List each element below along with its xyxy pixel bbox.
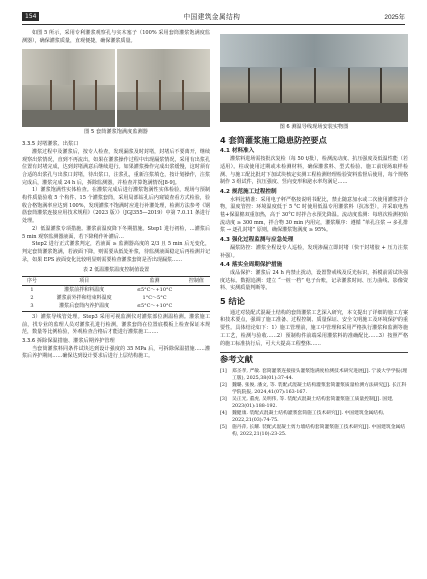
figure-5-photo-right — [117, 49, 210, 127]
references-list — [220, 368, 408, 438]
section-4-1-heading: 4.1 材料准入 — [220, 148, 255, 155]
paragraph-5: 通过对装配式混凝土结构的套筒灌浆工艺深入研究，本文提出了详细的施工方案和技术要点，强调了施工准备、过程控制、质量保证、安全文明施工及环境保护的重要性。具体结论如下：1）施工管理前，施工中管理和采用严格执行灌浆和监测等施工工艺，检测与验收……2）预制构件前端采用灌浆料的准确配比……3）按照严格的施工标准执行后，可大大提高工程整体…… — [220, 309, 408, 347]
section-4-4-heading: 4.4 落实全周期保护措施 — [220, 262, 283, 269]
table-row — [22, 286, 210, 295]
table-header-row — [22, 277, 210, 286]
running-header — [22, 10, 405, 22]
table-cell: 3 — [30, 303, 34, 310]
table-cell: 灌浆前拌和料温度 — [64, 286, 105, 293]
left-column — [22, 30, 210, 361]
section-5-heading: 5 结论 — [220, 296, 245, 307]
table-cell: 灌浆前外拌和结束料温度 — [56, 294, 112, 301]
table-cell: 1 — [30, 286, 34, 293]
figure-5-caption: 图 5 套筒灌浆饱满度监测器 — [84, 129, 148, 136]
figure-5 — [22, 49, 210, 127]
table-header-cell: 控制值 — [188, 277, 204, 284]
paragraph-3-3-5-d: Step2 进行正式灌浆判定，若液面 ≥ 监测器高度的 2/3 且 5 min 后无变化，判定套筒灌浆饱满，若液面下降，则需要从低处补浆，待监测液面稳定后再检测并记录，如果 EPS 液面变化比较明显则需要检查灌浆套筒是否出现漏浆…… — [22, 241, 210, 263]
table-cell: 1°C～5°C — [142, 294, 167, 301]
paragraph-3-3-5-c: 2）低温灌浆专项措施。灌浆前温度降下冬期措施。Step1 进行初检，…灌浆后 5 min 观察监测器液面，若下降稍作补灌后… — [22, 225, 210, 240]
intro-paragraph: 如图 5 所示，采用专利灌浆观察孔与实木塞子（100% 采用套筒灌浆饱满度监测器），确保灌浆质量，直观便捷，确保灌浆质量。 — [22, 30, 210, 44]
paragraph-4-1: 灌浆料进场需按批次复检（每 50 t/批），检测流动度、抗压强度及低温性能（若适用）。柱或使用过期或未检测材料，确保灌浆料、型式检验、施工前现场取样检测、与施工配比批对下加试块核定实测工程检测经理检验资料监督后使用，每个规格制作 3 组试件，抗压强度、竖向变形和泌水率均满足…… — [220, 156, 408, 186]
table-header-cell: 监测 — [149, 277, 160, 284]
table-cell: ≤5°C～+10°C — [136, 286, 173, 293]
reference-item: [5] 施丹萍, 长耀. 装配式混凝土剪力墙结构套筒灌浆施工技术研究[J]. 中国建筑金属结构, 2022,21(10):23-25. — [220, 424, 406, 437]
reference-item: [3] 吴正光, 董虎, 吴明伟, 等. 装配式混凝土结构套筒灌浆施工质量控制[J]. 国建, 2023(01):188-192. — [220, 396, 394, 409]
section-3-3-5: 3.3.5 封堵灌浆、出浆口 — [22, 141, 79, 148]
table-2-caption: 表 2 低温灌浆温度控制值设置 — [82, 267, 150, 274]
page-number: 154 — [22, 12, 39, 21]
right-column — [220, 30, 408, 438]
table-row — [22, 303, 210, 312]
section-4-heading: 4 套筒灌浆施工隐患防控要点 — [220, 134, 327, 145]
paragraph-3-3-5-a: 灌浆过程中及灌浆后，按专人检查，发现漏浆及时封堵，封堵后不要离开，继续观察出浆情况，直到不再流出，如果在灌浆操作过程中出现漏浆情况，采用有出浆孔位置有封堵完成，达到封堵满意后继续进行。如果灌浆操作完成出浆缓慢，这时须有合适的出浆孔与出浆口封堵，待出浆口，注浆孔，重新注浆填仓，按计划操作，注浆完成后，灌浆完成 24 h 后，拆除监测器，并检查并算饱满情况[8-9]。 — [22, 148, 210, 186]
issue-year: 2025年 — [384, 13, 405, 21]
table-cell: 2 — [30, 294, 34, 301]
table-cell — [183, 294, 210, 302]
paragraph-4-3: 漏浆防控：灌浆全程设专人巡检，发现渗漏立即封堵（快干封堵胶 + 压力注浆补强）。 — [220, 244, 408, 259]
paragraph-3-3-6: 当套筒灌浆料同条件试块达到设计强度的 35 MPa 后，可拆除保温措施……灌浆后养护期间……确保达到设计要求后进行上层结构施工。 — [22, 345, 210, 360]
references-heading: 参考文献 — [220, 354, 253, 365]
table-cell — [183, 303, 210, 312]
table-header-cell: 项目 — [79, 277, 90, 284]
section-4-2-heading: 4.2 规范施工过程控制 — [220, 188, 277, 195]
reference-item: [2] 魏璐, 张俊, 潘文, 等. 装配式混凝土结构灌浆套筒灌浆质量检测方法研究[J]. 长江科学院院报, 2024,41(07):163-167. — [220, 382, 407, 395]
figure-5-photo-left — [22, 49, 115, 127]
table-cell: 灌浆后套筒内养护温度 — [59, 303, 110, 310]
header-rule — [22, 24, 405, 25]
paragraph-4-2: 水料比精准：采用电子秤严格按说明书配比，禁止随意加水或二次使用灌浆拌合物，温度管控：环境温度低于 5 °C 时使用低温专用灌浆料（抗冻型），并采取电热毯+保温棉双重加热，高于 30°C 时拌合水预先降温。流动度监测：每班次检测初始流动度 ≥ 300 mm，拌合物 30 min 内用完，灌浆顺序：遵循 “单孔注浆 → 多孔排浆 → 逐孔封堵” 原则，确保灌浆饱满度 ≥ 95%。 — [220, 196, 408, 234]
journal-title: 中国建筑金属结构 — [183, 13, 241, 21]
figure-6-caption: 图 6 测温导线现场安装实物图 — [279, 124, 349, 130]
table-cell — [183, 286, 210, 295]
table-row — [22, 294, 210, 302]
section-3-3-6: 3.3.6 拆除保温措施、灌浆后期养护管理 — [22, 337, 115, 344]
figure-6 — [220, 34, 408, 122]
reference-item: [1] 郑圣孝, 严敏. 套筒灌浆连接接头灌浆饱满度检测技术研究进展[J]. 宁波大学学报(理工版), 2025,38(01):37-44. — [220, 368, 407, 381]
table-2 — [22, 276, 210, 312]
figure-6-photo — [220, 34, 408, 122]
paragraph-3-3-5-b: 1）灌浆饱满性实体检查。在灌浆完成后进行灌浆饱满性实体检验，现场与预制构件质量验收 5 个构件、15 个灌浆套筒，采用局部钻孔后内窥镜查看方式检验，验收合格饱满率应达到 100%，发现灌浆不饱满时应进行补灌处理，检测方法参考《钢筋套筒灌浆连接应用技术规程》（2023 版）》（JGJ355—2019）中第 7.0.11 条进行处理。 — [22, 187, 210, 225]
paragraph-3-3-5-e: 3）灌浆导线管处理。Step3 采用可视监测仪对灌浆部位测温检测。灌浆施工前，找专业的监理人员对灌浆孔进行检测，灌浆套筒在位置底模板上检查保证本规范，数量等比例检验，外观检查合格后才能进行灌浆施工…… — [22, 313, 210, 336]
references-rule — [220, 352, 408, 353]
table-header-cell: 序号 — [27, 277, 38, 284]
table-cell: ≤5°C～+10°C — [136, 303, 173, 310]
paragraph-4-4: 成品保护：灌浆后 24 h 内禁止扰动，设置警戒线及反光标识，拆模前需试块强度达标。数据追溯：建立 “一桩一档” 电子台账，记录灌浆时间、压力曲线、影像资料、实测质量判断等。 — [220, 269, 408, 292]
reference-item: [4] 魏健康. 装配式混凝土结构灌浆套筒施工技术研究[J]. 中国建筑金属结构, 2022,21(03):74-75. — [220, 410, 385, 423]
section-4-3-heading: 4.3 强化过程监测与应急处理 — [220, 237, 294, 244]
